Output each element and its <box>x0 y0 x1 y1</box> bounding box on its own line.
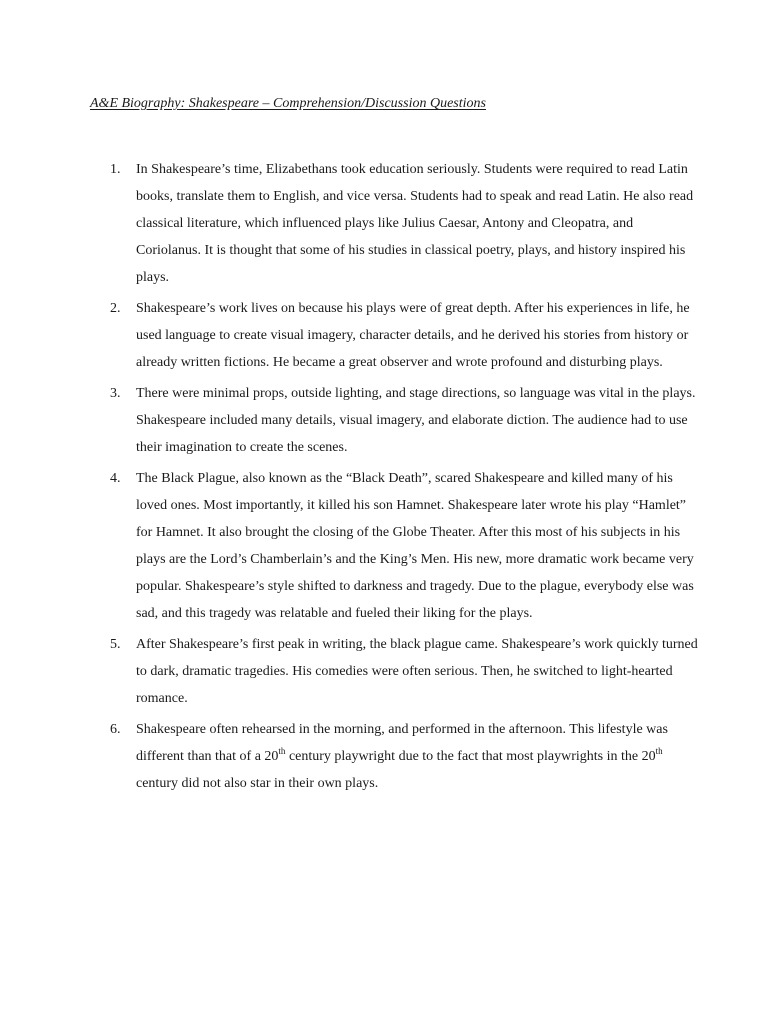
question-number: 5. <box>110 637 121 652</box>
question-text-part: century did not also star in their own plays. <box>136 776 379 791</box>
question-number: 2. <box>110 301 121 316</box>
ordinal-suffix: th <box>278 746 286 756</box>
question-item-3 <box>90 380 700 461</box>
question-number: 4. <box>110 471 121 486</box>
question-number: 6. <box>110 722 121 737</box>
question-text-part: century playwright due to the fact that most playwrights in the 20 <box>285 749 656 764</box>
question-text: In Shakespeare’s time, Elizabethans took education seriously. Students were required to read Latin books, translate them to English, and vice versa. Students had to speak and read Latin. He also read classical literature, which influenced plays like Julius Caesar, Antony and Cleopatra, and Coriolanus. It is thought that some of his studies in classical poetry, plays, and history inspired his plays. <box>136 162 694 285</box>
question-text <box>136 722 668 791</box>
question-number: 1. <box>110 162 121 177</box>
question-text: There were minimal props, outside lighting, and stage directions, so language was vital in the plays. Shakespeare included many details, visual imagery, and elaborate diction. The audience had to use their imagination to create the scenes. <box>136 386 696 455</box>
ordinal-suffix: th <box>655 746 663 756</box>
question-item-6 <box>90 716 700 797</box>
question-text: Shakespeare’s work lives on because his plays were of great depth. After his experiences in life, he used language to create visual imagery, character details, and he derived his stories from history or already written fictions. He became a great observer and wrote profound and disturbing plays. <box>136 301 690 370</box>
question-item-1 <box>90 156 700 291</box>
question-item-2 <box>90 295 700 376</box>
question-item-4 <box>90 465 700 627</box>
question-text: After Shakespeare’s first peak in writing, the black plague came. Shakespeare’s work quickly turned to dark, dramatic tragedies. His comedies were often serious. Then, he switched to light-hearted romance. <box>136 637 698 706</box>
question-text: The Black Plague, also known as the “Black Death”, scared Shakespeare and killed many of his loved ones. Most importantly, it killed his son Hamnet. Shakespeare later wrote his play “Hamlet” for Hamnet. It also brought the closing of the Globe Theater. After this most of his subjects in his plays are the Lord’s Chamberlain’s and the King’s Men. His new, more dramatic work became very popular. Shakespeare’s style shifted to darkness and tragedy. Due to the plague, everybody else was sad, and this tragedy was relatable and fueled their liking for the plays. <box>136 471 694 621</box>
question-number: 3. <box>110 386 121 401</box>
question-list <box>90 156 700 801</box>
question-text-part: Shakespeare often rehearsed in the morning, and performed in the afternoon. This lifestyle was different than that of a 20 <box>136 722 668 764</box>
document-title: A&E Biography: Shakespeare – Comprehension/Discussion Questions <box>90 96 486 111</box>
question-item-5 <box>90 631 700 712</box>
